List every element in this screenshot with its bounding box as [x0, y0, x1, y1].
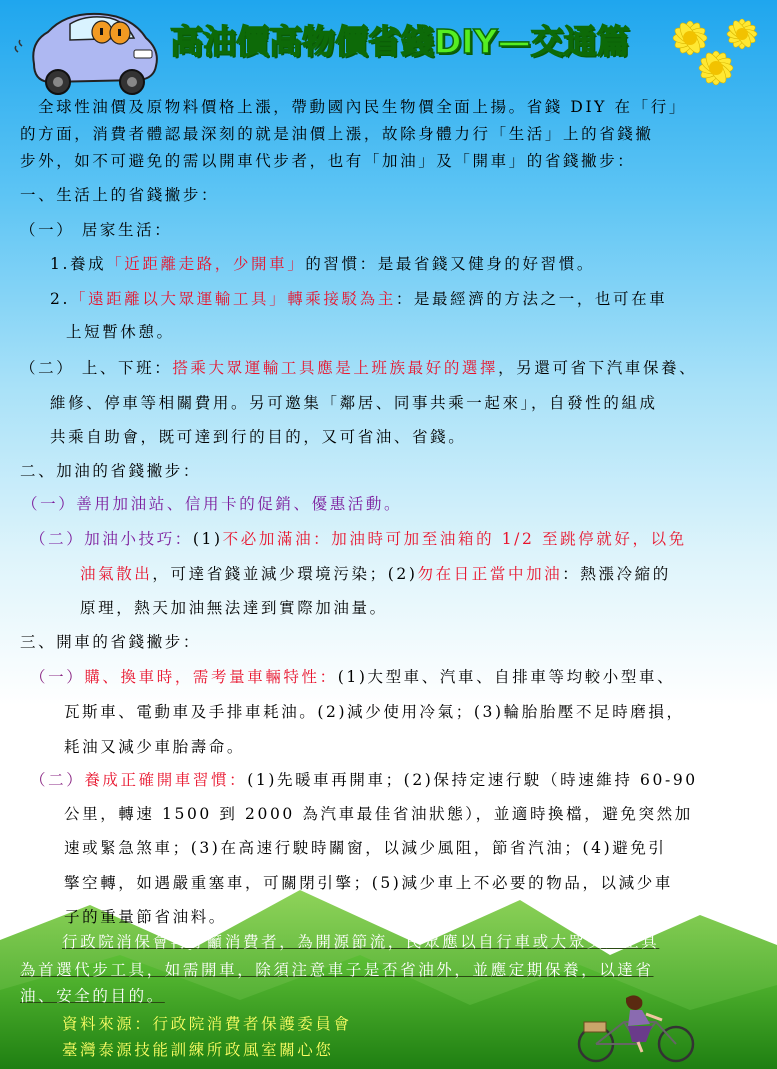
intro-line-1: 全球性油價及原物料價格上漲，帶動國內民生物價全面上揚。省錢 DIY 在「行」	[38, 98, 687, 116]
item1-prefix: 1.養成	[50, 255, 107, 273]
footer-source: 資料來源：行政院消費者保護委員會	[62, 1015, 352, 1033]
section1-item2-cont: 上短暫休憩。	[66, 323, 175, 341]
footer-appeal-line-1: 行政院消保會再呼籲消費者，為開源節流，民眾應以自行車或大眾交通工具	[62, 933, 660, 951]
item2-prefix: 2.	[50, 290, 70, 308]
section3-sub1-line2: 瓦斯車、電動車及手排車耗油。(2)減少使用冷氣；(3)輪胎胎壓不足時磨損，	[64, 703, 685, 721]
s3-sub1-suffix: (1)大型車、汽車、自排車等均較小型車、	[337, 668, 676, 686]
item1-suffix: 的習慣：是最省錢又健身的好習慣。	[305, 255, 595, 273]
sub2-highlight: 搭乘大眾運輸工具應是上班族最好的選擇	[172, 359, 499, 377]
intro-line-2: 的方面，消費者體認最深刻的就是油價上漲，故除身體力行「生活」上的省錢撇	[20, 125, 654, 143]
section1-sub2-line3: 共乘自助會，既可達到行的目的，又可省油、省錢。	[50, 428, 467, 446]
section2-sub2-line3: 原理，熱天加油無法達到實際加油量。	[80, 599, 388, 617]
sub2-t2: ，可達省錢並減少環境污染；(2)	[152, 565, 418, 583]
s3-sub1-highlight: 購、換車時，需考量車輛特性：	[84, 668, 338, 686]
cyclist-illustration	[572, 992, 704, 1064]
s3-sub2-label: （二）	[30, 771, 85, 789]
sub2-label: （二） 上、下班：	[20, 359, 173, 377]
section1-sub2-line2: 維修、停車等相關費用。另可邀集「鄰居、同事共乘一起來」，自發性的組成	[50, 394, 658, 412]
sub2-r1: 不必加滿油：加油時可加至油箱的 1/2 至跳停就好，以免	[222, 530, 687, 548]
section1-heading: 一、生活上的省錢撇步：	[20, 186, 220, 204]
section3-sub2-line2: 公里，轉速 1500 到 2000 為汽車最佳省油狀態），並適時換檔，避免突然加	[64, 805, 693, 823]
section2-sub2-line1	[30, 529, 687, 549]
section2-sub2-line2	[80, 564, 671, 584]
section1-sub1-label: （一） 居家生活：	[20, 221, 173, 239]
section2-heading: 二、加油的省錢撇步：	[20, 462, 202, 480]
item2-suffix: ：是最經濟的方法之一，也可在車	[395, 290, 668, 308]
sub2-p1: (1)	[192, 530, 223, 548]
footer-appeal-line-3: 油、安全的目的。	[20, 987, 165, 1005]
section3-sub1-line3: 耗油又減少車胎壽命。	[64, 738, 246, 756]
flowers-decoration	[654, 10, 772, 92]
sub2-r2: 油氣散出	[80, 565, 153, 583]
section1-item2	[50, 289, 667, 309]
section3-sub1-line1	[30, 667, 675, 687]
item2-highlight: 「遠距離以大眾運輸工具」轉乘接駁為主	[70, 290, 396, 308]
sub2-suffix: ，另還可省下汽車保養、	[498, 359, 698, 377]
s3-sub2-highlight: 養成正確開車習慣：	[84, 771, 248, 789]
section3-sub2-line5: 子的重量節省油料。	[64, 908, 227, 926]
footer-appeal-line-2: 為首選代步工具，如需開車，除須注意車子是否省油外，並應定期保養，以達省	[20, 961, 654, 979]
car-illustration	[14, 6, 164, 98]
footer-org: 臺灣泰源技能訓練所政風室關心您	[62, 1041, 334, 1059]
sub2-r3: 勿在日正當中加油	[417, 565, 563, 583]
s3-sub1-label: （一）	[30, 668, 85, 686]
section3-sub2-line1	[30, 770, 698, 790]
section2-sub1: （一）善用加油站、信用卡的促銷、優惠活動。	[22, 495, 403, 513]
section3-heading: 三、開車的省錢撇步：	[20, 633, 202, 651]
section3-sub2-line4: 擎空轉，如遇嚴重塞車，可關閉引擎；(5)減少車上不必要的物品，以減少車	[64, 874, 673, 892]
section1-item1	[50, 254, 595, 274]
sub2-tips-label: （二）加油小技巧：	[30, 530, 193, 548]
section3-sub2-line3: 速或緊急煞車；(3)在高速行駛時關窗，以減少風阻，節省汽油；(4)避免引	[64, 839, 667, 857]
section1-sub2	[20, 358, 697, 378]
s3-sub2-suffix: (1)先暖車再開車；(2)保持定速行駛（時速維持 60-90	[247, 771, 698, 789]
page-title: 高油價高物價省錢DIY—交通篇	[170, 22, 630, 61]
sub2-t3: ：熱漲冷縮的	[562, 565, 671, 583]
item1-highlight: 「近距離走路，少開車」	[106, 255, 306, 273]
intro-line-3: 步外，如不可避免的需以開車代步者，也有「加油」及「開車」的省錢撇步：	[20, 152, 636, 170]
